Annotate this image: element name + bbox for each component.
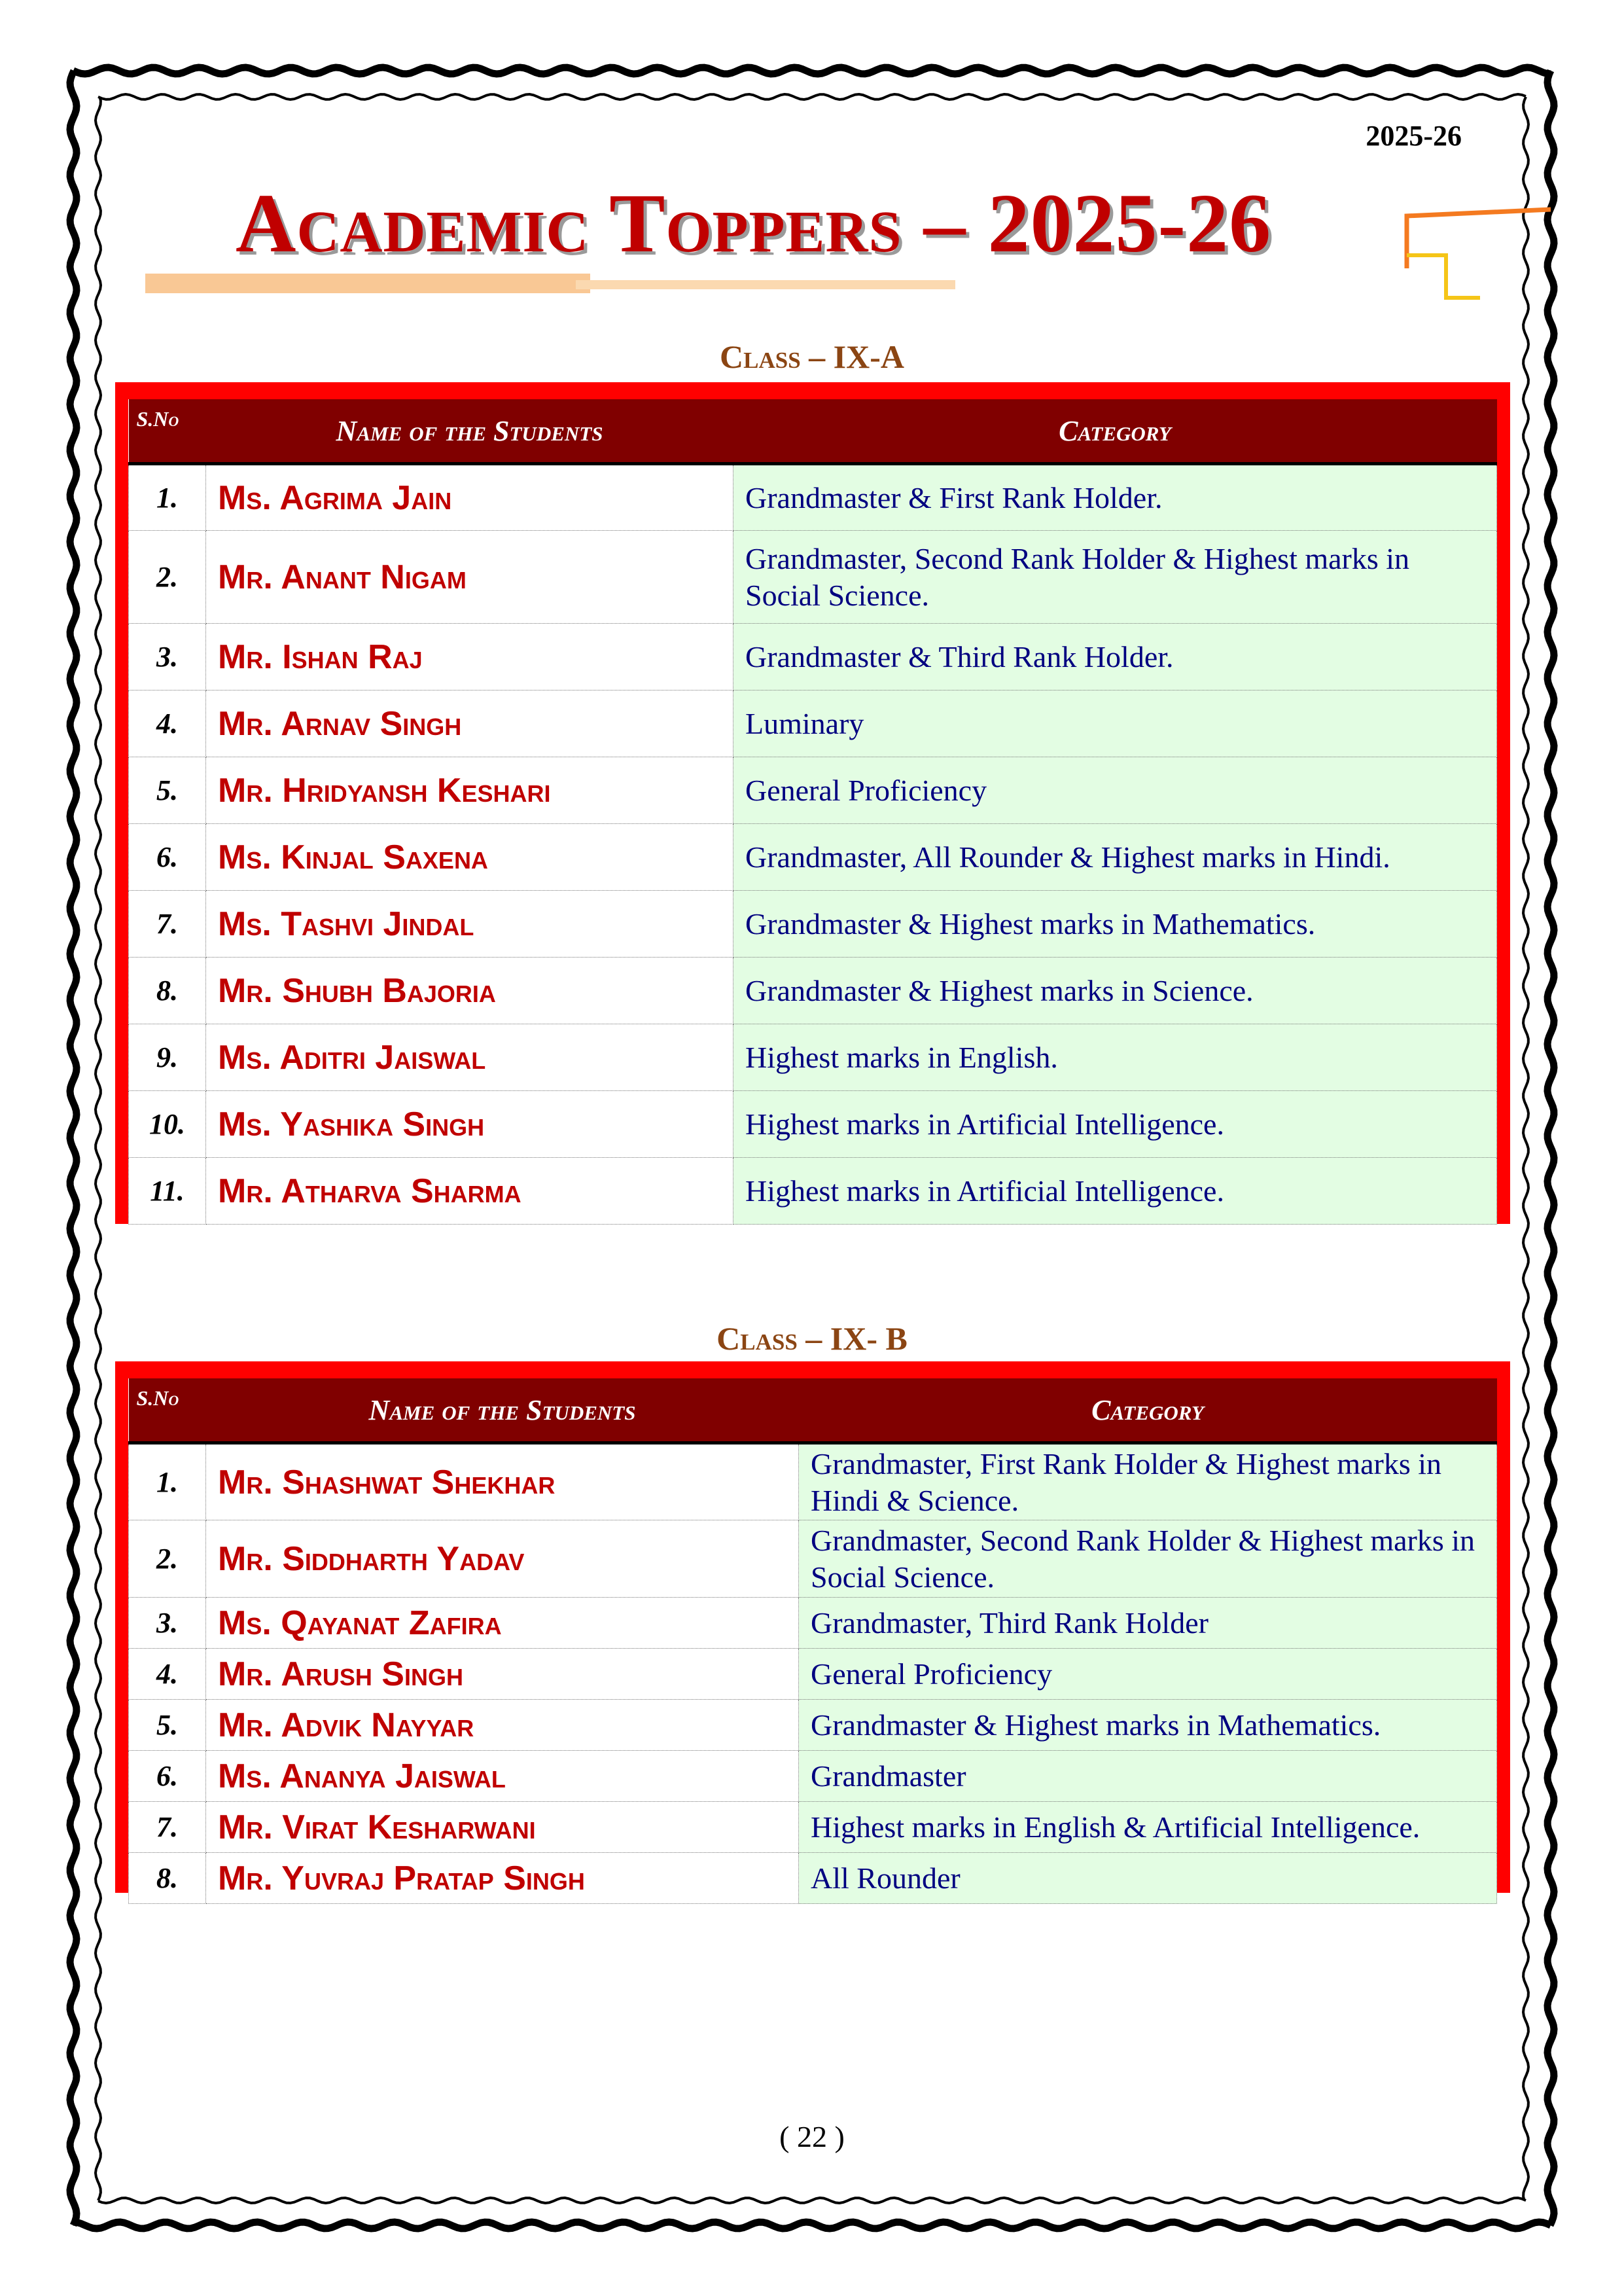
serial-number: 8. (129, 1853, 206, 1904)
student-name: Ms. Qayanat Zafira (206, 1598, 799, 1649)
student-category: Highest marks in English & Artificial Intelligence. (799, 1802, 1497, 1853)
header-year: 2025-26 (1366, 120, 1462, 152)
student-category: Grandmaster & Highest marks in Science. (733, 958, 1497, 1024)
serial-number: 3. (129, 1598, 206, 1649)
serial-number: 7. (129, 1802, 206, 1853)
table-header-row (129, 1378, 1497, 1443)
student-name: Mr. Arnav Singh (206, 691, 733, 757)
table-row (129, 1158, 1497, 1225)
table-row (129, 1443, 1497, 1520)
student-category: All Rounder (799, 1853, 1497, 1904)
table-row (129, 1520, 1497, 1598)
student-name: Ms. Ananya Jaiswal (206, 1751, 799, 1802)
student-name: Ms. Kinjal Saxena (206, 824, 733, 891)
serial-number: 5. (129, 1700, 206, 1751)
serial-number: 1. (129, 1443, 206, 1520)
class-ix-a-title: Class – IX-A (720, 338, 904, 375)
table-header-row (129, 399, 1497, 464)
table-row (129, 1024, 1497, 1091)
serial-number: 9. (129, 1024, 206, 1091)
sno-header: S.No (129, 399, 206, 464)
sno-header: S.No (129, 1378, 206, 1443)
serial-number: 4. (129, 1649, 206, 1700)
student-category: Highest marks in Artificial Intelligence. (733, 1091, 1497, 1158)
serial-number: 3. (129, 624, 206, 691)
student-name: Mr. Atharva Sharma (206, 1158, 733, 1225)
student-category: General Proficiency (799, 1649, 1497, 1700)
category-header: Category (799, 1378, 1497, 1443)
student-category: Grandmaster & Highest marks in Mathematics. (733, 891, 1497, 958)
student-category: Grandmaster, Third Rank Holder (799, 1598, 1497, 1649)
class-ix-a-table (128, 399, 1497, 1225)
page-number: ( 22 ) (779, 2120, 845, 2153)
table-row (129, 1802, 1497, 1853)
page-title: Academic Toppers – 2025-26 (236, 177, 1272, 270)
student-category: Highest marks in English. (733, 1024, 1497, 1091)
class-ix-a-table-frame (115, 382, 1510, 1224)
student-name: Ms. Yashika Singh (206, 1091, 733, 1158)
serial-number: 4. (129, 691, 206, 757)
student-name: Mr. Shashwat Shekhar (206, 1443, 799, 1520)
serial-number: 8. (129, 958, 206, 1024)
student-category: Grandmaster, First Rank Holder & Highest marks in Hindi & Science. (799, 1443, 1497, 1520)
student-category: Luminary (733, 691, 1497, 757)
student-name: Mr. Virat Kesharwani (206, 1802, 799, 1853)
class-ix-b-title: Class – IX- B (716, 1320, 908, 1357)
student-category: Grandmaster & First Rank Holder. (733, 464, 1497, 531)
student-category: Grandmaster, Second Rank Holder & Highest marks in Social Science. (733, 531, 1497, 624)
student-category: Grandmaster (799, 1751, 1497, 1802)
serial-number: 2. (129, 1520, 206, 1598)
table-row (129, 824, 1497, 891)
student-name: Mr. Yuvraj Pratap Singh (206, 1853, 799, 1904)
student-name: Ms. Agrima Jain (206, 464, 733, 531)
serial-number: 6. (129, 824, 206, 891)
student-name: Ms. Tashvi Jindal (206, 891, 733, 958)
table-row (129, 1091, 1497, 1158)
table-row (129, 691, 1497, 757)
student-category: Highest marks in Artificial Intelligence. (733, 1158, 1497, 1225)
table-row (129, 464, 1497, 531)
student-name: Mr. Shubh Bajoria (206, 958, 733, 1024)
serial-number: 5. (129, 757, 206, 824)
serial-number: 2. (129, 531, 206, 624)
student-name: Mr. Hridyansh Keshari (206, 757, 733, 824)
table-row (129, 757, 1497, 824)
table-row (129, 1853, 1497, 1904)
student-category: Grandmaster, Second Rank Holder & Highest marks in Social Science. (799, 1520, 1497, 1598)
table-row (129, 624, 1497, 691)
title-decoration (0, 0, 1624, 314)
class-ix-b-table (128, 1378, 1497, 1904)
student-category: Grandmaster & Highest marks in Mathematics. (799, 1700, 1497, 1751)
student-name: Ms. Aditri Jaiswal (206, 1024, 733, 1091)
table-row (129, 1700, 1497, 1751)
table-row (129, 891, 1497, 958)
table-row (129, 958, 1497, 1024)
table-row (129, 1598, 1497, 1649)
serial-number: 11. (129, 1158, 206, 1225)
student-name: Mr. Ishan Raj (206, 624, 733, 691)
serial-number: 6. (129, 1751, 206, 1802)
student-name: Mr. Anant Nigam (206, 531, 733, 624)
student-category: Grandmaster, All Rounder & Highest marks in Hindi. (733, 824, 1497, 891)
student-category: Grandmaster & Third Rank Holder. (733, 624, 1497, 691)
student-name: Mr. Advik Nayyar (206, 1700, 799, 1751)
serial-number: 1. (129, 464, 206, 531)
category-header: Category (733, 399, 1497, 464)
student-name: Mr. Siddharth Yadav (206, 1520, 799, 1598)
table-row (129, 531, 1497, 624)
student-category: General Proficiency (733, 757, 1497, 824)
class-ix-b-table-frame (115, 1361, 1510, 1897)
student-name: Mr. Arush Singh (206, 1649, 799, 1700)
serial-number: 10. (129, 1091, 206, 1158)
table-row (129, 1649, 1497, 1700)
table-row (129, 1751, 1497, 1802)
name-header: Name of the Students (206, 399, 733, 464)
serial-number: 7. (129, 891, 206, 958)
name-header: Name of the Students (206, 1378, 799, 1443)
